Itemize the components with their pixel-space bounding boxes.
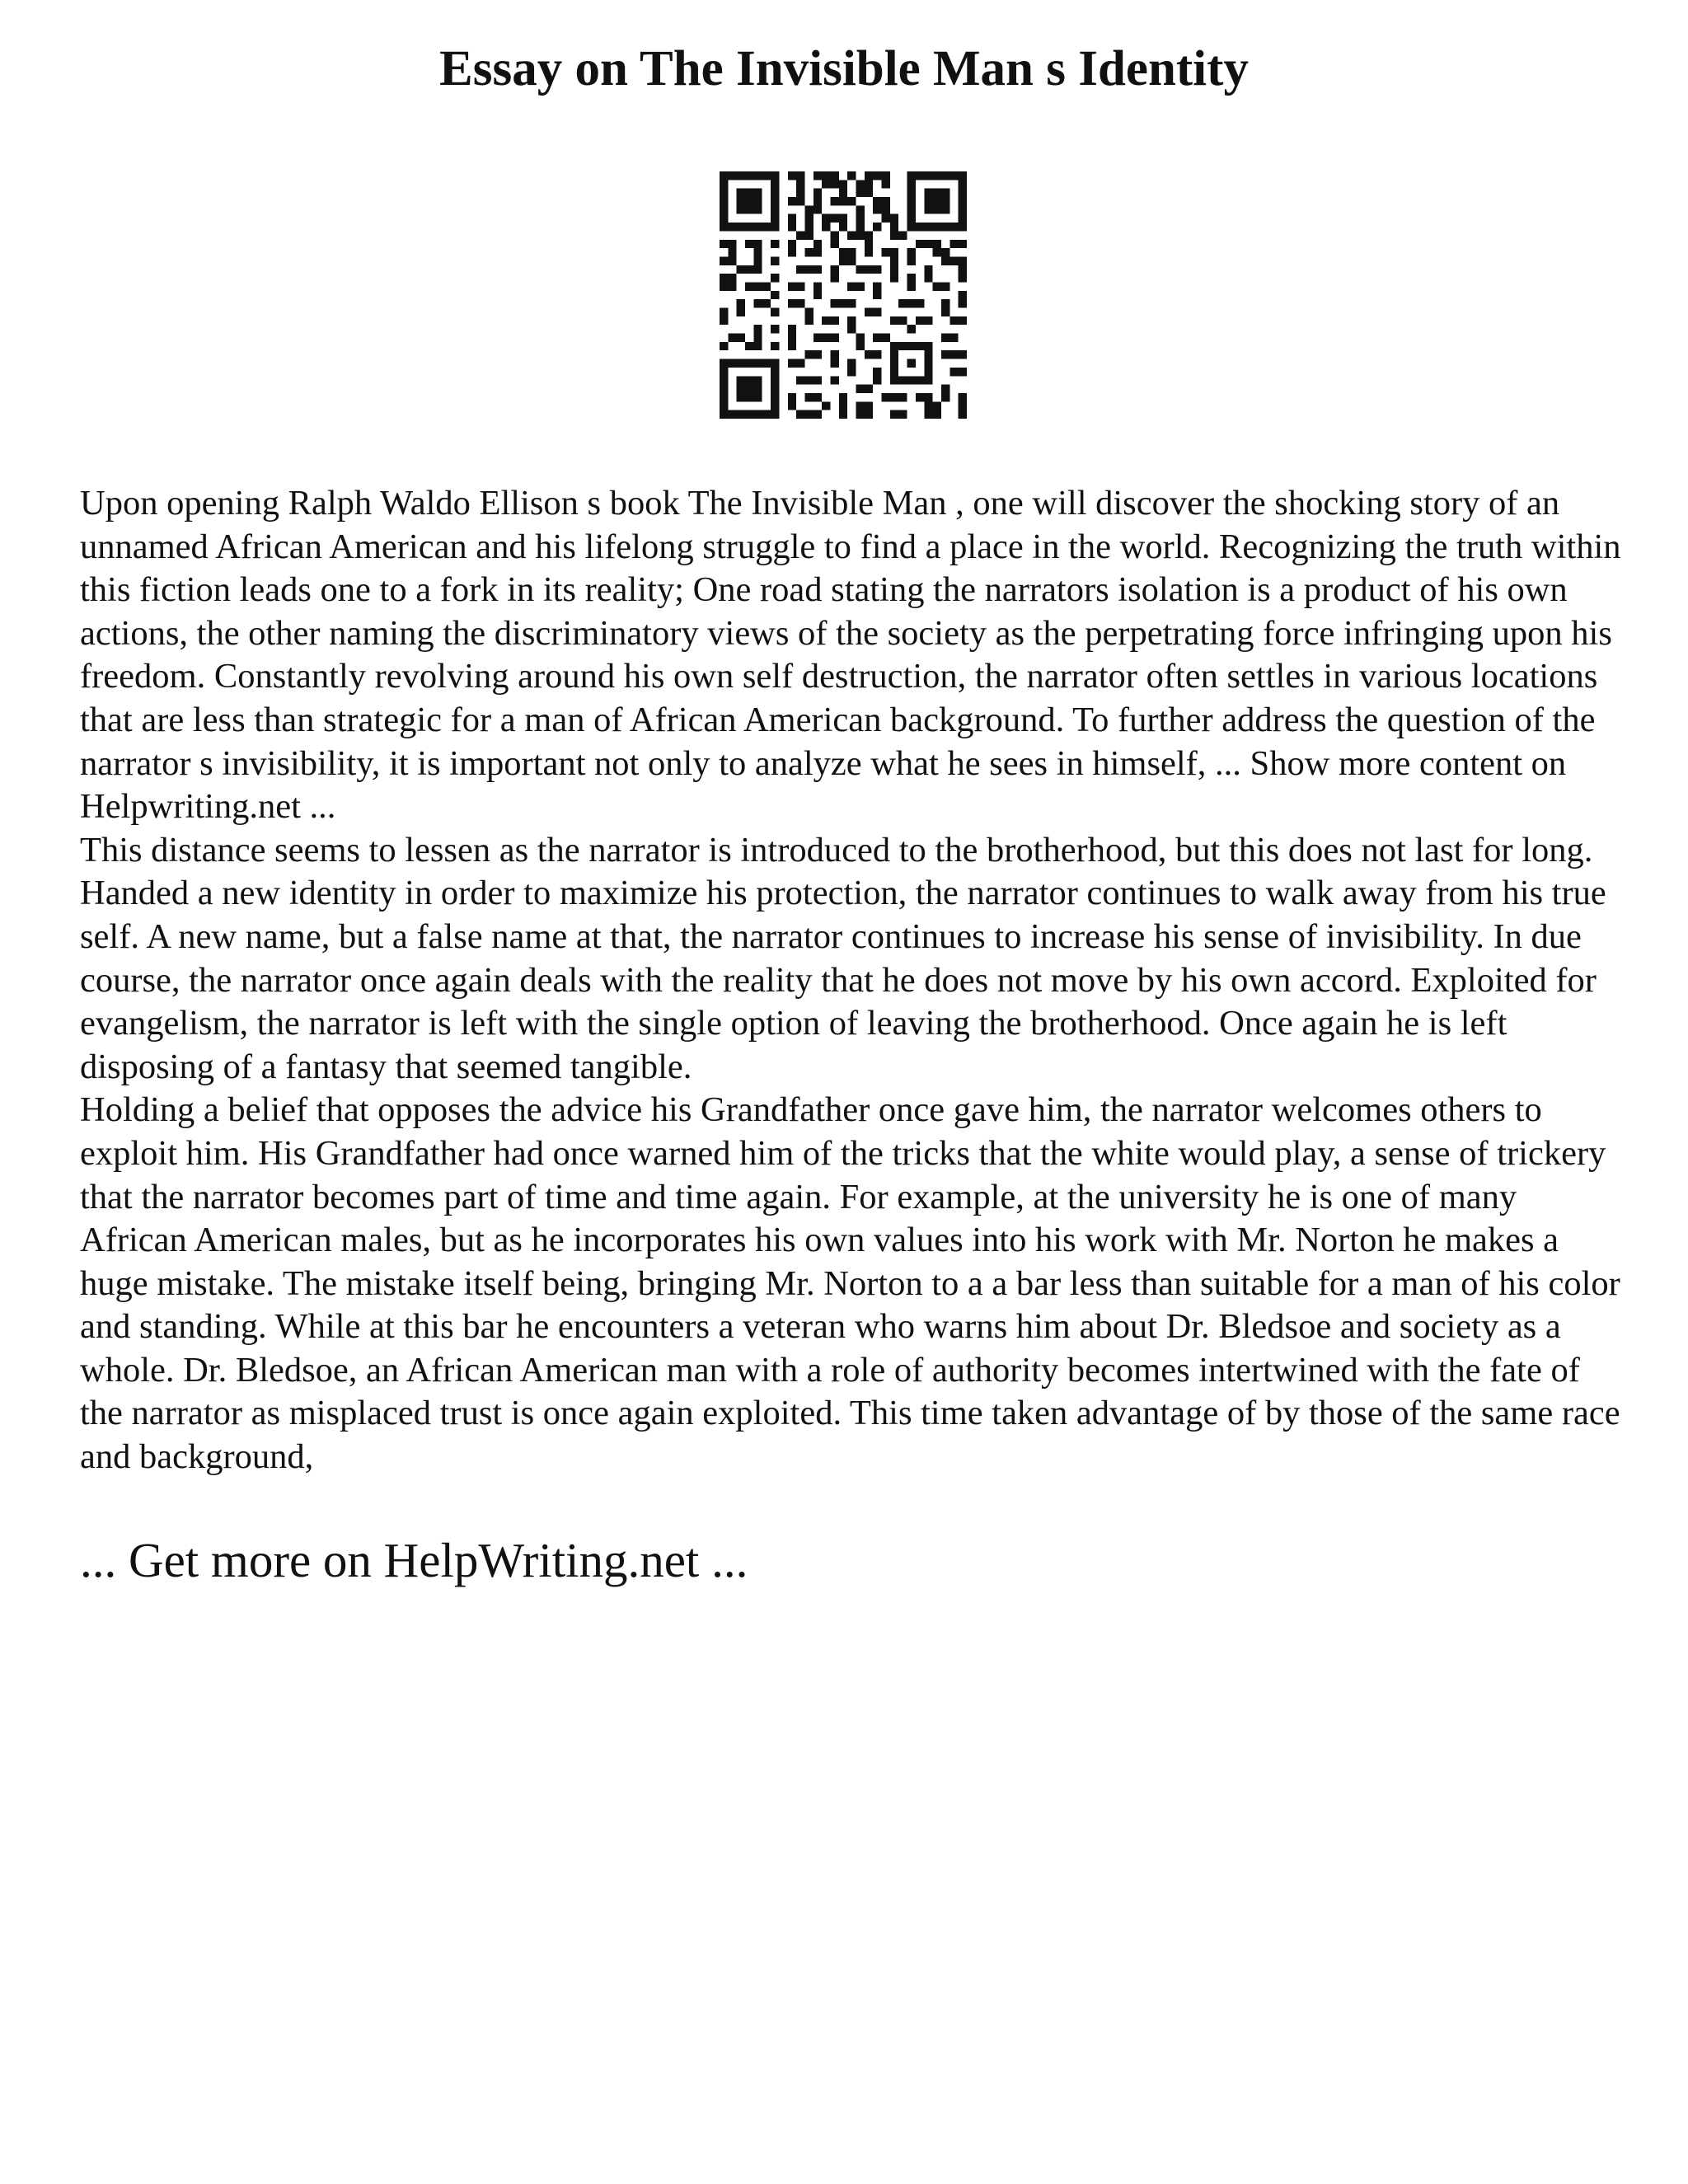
essay-paragraph-2: This distance seems to lessen as the narrator is introduced to the brotherhood, but this does not last for long. Handed a new identity in order to maximize his protection, the narrator continues to walk away from his true self. A new name, but a false name at that, the narrator continues to increase his sense of invisibility. In due course, the narrator once again deals with the reality that he does not move by his own accord. Exploited for evangelism, the narrator is left with the single option of leaving the brotherhood. Once again he is left disposing of a fantasy that seemed tangible. [80, 830, 1606, 1086]
essay-paragraph-3: Holding a belief that opposes the advice his Grandfather once gave him, the narrator welcomes others to exploit him. His Grandfather had once warned him of the tricks that the white would play, a sense of trickery that the narrator becomes part of time and time again. For example, at the university he is one of many African American males, but as he incorporates his own values into his work with Mr. Norton he makes a huge mistake. The mistake itself being, bringing Mr. Norton to a a bar less than suitable for a man of his color and standing. While at this bar he encounters a veteran who warns him about Dr. Bledsoe and society as a whole. Dr. Bledsoe, an African American man with a role of authority becomes intertwined with the fate of the narrator as misplaced trust is once again exploited. This time taken advantage of by those of the same race and background, [80, 1090, 1620, 1477]
essay-paragraph-1: Upon opening Ralph Waldo Ellison s book The Invisible Man , one will discover the shocking story of an unnamed African American and his lifelong struggle to find a place in the world. Recognizing the truth within this fiction leads one to a fork in its reality; One road stating the narrators isolation is a product of his own actions, the other naming the discriminatory views of the society as the perpetrating force infringing upon his freedom. Constantly revolving around his own self destruction, the narrator often settles in various locations that are less than strategic for a man of African American background. To further address the question of the narrator s invisibility, it is important not only to analyze what he sees in himself, ... Show more content on Helpwriting.net ... [80, 484, 1621, 827]
qr-code-icon[interactable] [720, 171, 967, 419]
page-title: Essay on The Invisible Man s Identity [439, 41, 1249, 96]
essay-body [80, 482, 1621, 1479]
get-more-link[interactable]: ... Get more on HelpWriting.net ... [80, 1533, 748, 1587]
